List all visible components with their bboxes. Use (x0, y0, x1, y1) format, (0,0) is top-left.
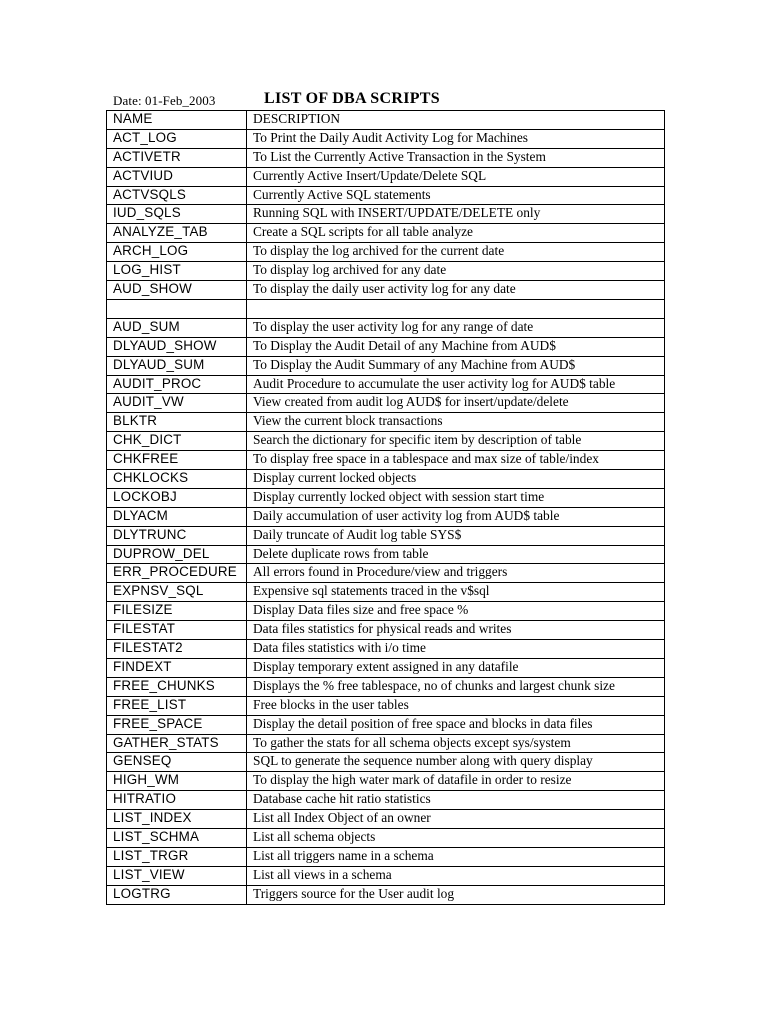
table-row (107, 791, 665, 810)
table-row (107, 205, 665, 224)
table-row (107, 432, 665, 451)
script-name: CHKLOCKS (107, 470, 247, 489)
table-row (107, 810, 665, 829)
script-name: LIST_INDEX (107, 810, 247, 829)
table-row (107, 488, 665, 507)
table-row (107, 753, 665, 772)
script-description: Delete duplicate rows from table (247, 545, 665, 564)
script-description (247, 299, 665, 318)
table-row (107, 772, 665, 791)
script-name: FREE_LIST (107, 696, 247, 715)
table-row (107, 545, 665, 564)
script-name: DLYTRUNC (107, 526, 247, 545)
document-date: Date: 01-Feb_2003 (113, 93, 216, 108)
document-title: LIST OF DBA SCRIPTS (264, 90, 440, 107)
script-description: List all triggers name in a schema (247, 847, 665, 866)
table-row (107, 413, 665, 432)
script-name: HIGH_WM (107, 772, 247, 791)
script-description: Display currently locked object with session start time (247, 488, 665, 507)
script-name: ERR_PROCEDURE (107, 564, 247, 583)
table-row (107, 640, 665, 659)
table-row (107, 621, 665, 640)
script-description: Daily truncate of Audit log table SYS$ (247, 526, 665, 545)
table-body (107, 129, 665, 904)
script-description: View the current block transactions (247, 413, 665, 432)
script-description: To display the log archived for the current date (247, 243, 665, 262)
script-name: IUD_SQLS (107, 205, 247, 224)
script-name: FREE_CHUNKS (107, 677, 247, 696)
table-row (107, 394, 665, 413)
script-name: ACT_LOG (107, 129, 247, 148)
script-name: FILESIZE (107, 602, 247, 621)
script-description: To display free space in a tablespace and max size of table/index (247, 451, 665, 470)
script-description: Audit Procedure to accumulate the user activity log for AUD$ table (247, 375, 665, 394)
script-name: CHKFREE (107, 451, 247, 470)
script-description: Display Data files size and free space % (247, 602, 665, 621)
script-description: To Print the Daily Audit Activity Log for Machines (247, 129, 665, 148)
table-row (107, 299, 665, 318)
script-description: Expensive sql statements traced in the v$sql (247, 583, 665, 602)
table-row (107, 186, 665, 205)
script-description: Display current locked objects (247, 470, 665, 489)
script-name: AUDIT_PROC (107, 375, 247, 394)
script-description: To display the daily user activity log for any date (247, 281, 665, 300)
script-name: CHK_DICT (107, 432, 247, 451)
table-row (107, 866, 665, 885)
script-description: SQL to generate the sequence number along with query display (247, 753, 665, 772)
script-name: FILESTAT (107, 621, 247, 640)
table-row (107, 318, 665, 337)
script-description: Triggers source for the User audit log (247, 885, 665, 904)
table-row (107, 375, 665, 394)
script-name: HITRATIO (107, 791, 247, 810)
script-description: Currently Active SQL statements (247, 186, 665, 205)
script-name: DLYAUD_SHOW (107, 337, 247, 356)
table-row (107, 847, 665, 866)
script-description: View created from audit log AUD$ for insert/update/delete (247, 394, 665, 413)
table-row (107, 715, 665, 734)
script-name: LOCKOBJ (107, 488, 247, 507)
script-name: DLYACM (107, 507, 247, 526)
script-description: Create a SQL scripts for all table analyze (247, 224, 665, 243)
script-name: AUD_SHOW (107, 281, 247, 300)
script-description: Database cache hit ratio statistics (247, 791, 665, 810)
script-name: DLYAUD_SUM (107, 356, 247, 375)
table-row (107, 677, 665, 696)
script-name: FINDEXT (107, 658, 247, 677)
script-description: Data files statistics for physical reads and writes (247, 621, 665, 640)
script-name: LIST_SCHMA (107, 828, 247, 847)
script-description: Daily accumulation of user activity log from AUD$ table (247, 507, 665, 526)
script-description: List all schema objects (247, 828, 665, 847)
script-name: BLKTR (107, 413, 247, 432)
script-description: Running SQL with INSERT/UPDATE/DELETE only (247, 205, 665, 224)
script-name: LOGTRG (107, 885, 247, 904)
table-header-row (107, 111, 665, 130)
script-description: Display the detail position of free space and blocks in data files (247, 715, 665, 734)
script-description: Search the dictionary for specific item by description of table (247, 432, 665, 451)
script-description: Free blocks in the user tables (247, 696, 665, 715)
script-description: Display temporary extent assigned in any datafile (247, 658, 665, 677)
script-description: To Display the Audit Detail of any Machine from AUD$ (247, 337, 665, 356)
table-row (107, 696, 665, 715)
table-row (107, 262, 665, 281)
column-header-name: NAME (107, 111, 247, 130)
script-name: AUD_SUM (107, 318, 247, 337)
column-header-description: DESCRIPTION (247, 111, 665, 130)
script-name: LIST_VIEW (107, 866, 247, 885)
table-row (107, 828, 665, 847)
script-name: ACTVSQLS (107, 186, 247, 205)
script-description: To Display the Audit Summary of any Machine from AUD$ (247, 356, 665, 375)
script-name: ARCH_LOG (107, 243, 247, 262)
script-name: ACTIVETR (107, 148, 247, 167)
script-description: All errors found in Procedure/view and triggers (247, 564, 665, 583)
script-description: Displays the % free tablespace, no of chunks and largest chunk size (247, 677, 665, 696)
script-name: ACTVIUD (107, 167, 247, 186)
table-row (107, 470, 665, 489)
script-description: Data files statistics with i/o time (247, 640, 665, 659)
table-row (107, 734, 665, 753)
table-row (107, 526, 665, 545)
script-name: AUDIT_VW (107, 394, 247, 413)
table-row (107, 507, 665, 526)
script-name: FILESTAT2 (107, 640, 247, 659)
script-description: To gather the stats for all schema objects except sys/system (247, 734, 665, 753)
script-name: EXPNSV_SQL (107, 583, 247, 602)
script-name: LOG_HIST (107, 262, 247, 281)
script-description: To List the Currently Active Transaction in the System (247, 148, 665, 167)
script-description: To display log archived for any date (247, 262, 665, 281)
table-row (107, 167, 665, 186)
table-row (107, 129, 665, 148)
table-row (107, 602, 665, 621)
script-description: List all Index Object of an owner (247, 810, 665, 829)
table-row (107, 243, 665, 262)
script-name (107, 299, 247, 318)
script-name: ANALYZE_TAB (107, 224, 247, 243)
table-row (107, 583, 665, 602)
table-row (107, 885, 665, 904)
table-row (107, 148, 665, 167)
script-name: LIST_TRGR (107, 847, 247, 866)
document-header (0, 0, 768, 110)
table-row (107, 337, 665, 356)
table-row (107, 224, 665, 243)
script-name: DUPROW_DEL (107, 545, 247, 564)
script-description: List all views in a schema (247, 866, 665, 885)
script-name: GENSEQ (107, 753, 247, 772)
script-description: To display the high water mark of datafile in order to resize (247, 772, 665, 791)
table-row (107, 281, 665, 300)
script-name: GATHER_STATS (107, 734, 247, 753)
script-description: To display the user activity log for any range of date (247, 318, 665, 337)
script-name: FREE_SPACE (107, 715, 247, 734)
table-row (107, 451, 665, 470)
table-row (107, 658, 665, 677)
script-description: Currently Active Insert/Update/Delete SQL (247, 167, 665, 186)
table-row (107, 564, 665, 583)
table-row (107, 356, 665, 375)
dba-scripts-table (106, 110, 665, 905)
